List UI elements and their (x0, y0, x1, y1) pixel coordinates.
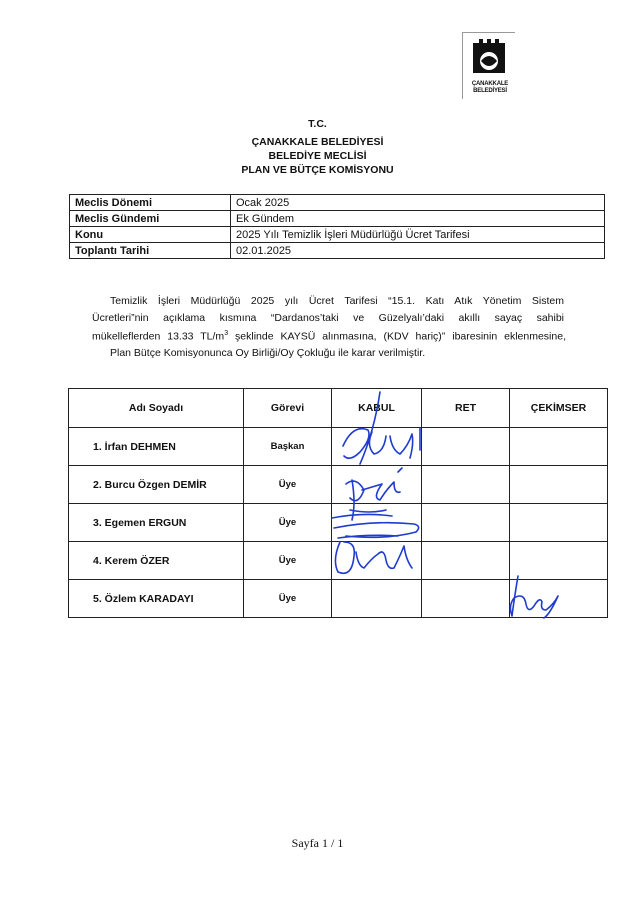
member-name: 1. İrfan DEHMEN (69, 428, 244, 466)
info-value: Ek Gündem (231, 211, 605, 227)
header-council: BELEDİYE MECLİSİ (268, 150, 367, 162)
paragraph-text: şeklinde KAYSÜ alınmasına, (KDV hariç)” ibaresinin eklenmesine, (228, 330, 566, 343)
municipality-logo (462, 32, 515, 99)
abstain-cell (510, 504, 608, 542)
member-role: Üye (244, 542, 332, 580)
decision-paragraph (94, 293, 564, 362)
member-name: 3. Egemen ERGUN (69, 504, 244, 542)
member-role: Üye (244, 504, 332, 542)
table-row (70, 211, 605, 227)
accept-cell (332, 542, 422, 580)
accept-cell (332, 504, 422, 542)
paragraph-line: Ücretleri”nin açıklama kısmına “Dardanos’taki ve Güzelyalı’daki akıllı sayaç sahibi (92, 311, 564, 324)
abstain-cell (510, 466, 608, 504)
info-key: Toplantı Tarihi (70, 243, 231, 259)
info-key: Konu (70, 227, 231, 243)
col-header-role: Görevi (244, 389, 332, 428)
reject-cell (422, 504, 510, 542)
member-name: 2. Burcu Özgen DEMİR (69, 466, 244, 504)
header-tc: T.C. (308, 118, 327, 130)
unit-superscript: 3 (224, 330, 229, 337)
logo-caption: ÇANAKKALE BELEDİYESİ (471, 81, 509, 94)
info-key: Meclis Gündemi (70, 211, 231, 227)
page-number: Sayfa 1 / 1 (291, 836, 344, 850)
accept-cell (332, 466, 422, 504)
reject-cell (422, 428, 510, 466)
meeting-info-table (69, 194, 605, 259)
table-row (70, 227, 605, 243)
member-role: Üye (244, 466, 332, 504)
accept-cell (332, 580, 422, 618)
abstain-cell (510, 428, 608, 466)
info-value: Ocak 2025 (231, 195, 605, 211)
paragraph-line: Plan Bütçe Komisyonunca Oy Birliği/Oy Çokluğu ile karar verilmiştir. (110, 347, 426, 359)
table-row (70, 243, 605, 259)
info-value: 02.01.2025 (231, 243, 605, 259)
header-municipality: ÇANAKKALE BELEDİYESİ (251, 136, 384, 148)
col-header-accept: KABUL (332, 389, 422, 428)
table-row (70, 195, 605, 211)
castle-emblem-icon (469, 37, 509, 79)
table-row (69, 466, 608, 504)
paragraph-line: Temizlik İşleri Müdürlüğü 2025 yılı Ücret Tarifesi “15.1. Katı Atık Yönetim Sistem (110, 295, 564, 307)
member-name: 5. Özlem KARADAYI (69, 580, 244, 618)
col-header-reject: RET (422, 389, 510, 428)
reject-cell (422, 466, 510, 504)
col-header-name: Adı Soyadı (69, 389, 244, 428)
paragraph-line (92, 326, 566, 345)
vote-table (68, 388, 608, 618)
table-header-row (69, 389, 608, 428)
paragraph-text: mükelleflerden 13.33 TL/m (92, 330, 225, 343)
table-row (69, 580, 608, 618)
member-role: Üye (244, 580, 332, 618)
info-value: 2025 Yılı Temizlik İşleri Müdürlüğü Ücret Tarifesi (231, 227, 605, 243)
table-row (69, 428, 608, 466)
header-commission: PLAN VE BÜTÇE KOMİSYONU (241, 164, 394, 176)
member-name: 4. Kerem ÖZER (69, 542, 244, 580)
col-header-abstain: ÇEKİMSER (510, 389, 608, 428)
reject-cell (422, 542, 510, 580)
abstain-cell (510, 580, 608, 618)
reject-cell (422, 580, 510, 618)
accept-cell (332, 428, 422, 466)
info-key: Meclis Dönemi (70, 195, 231, 211)
member-role: Başkan (244, 428, 332, 466)
table-row (69, 542, 608, 580)
abstain-cell (510, 542, 608, 580)
table-row (69, 504, 608, 542)
